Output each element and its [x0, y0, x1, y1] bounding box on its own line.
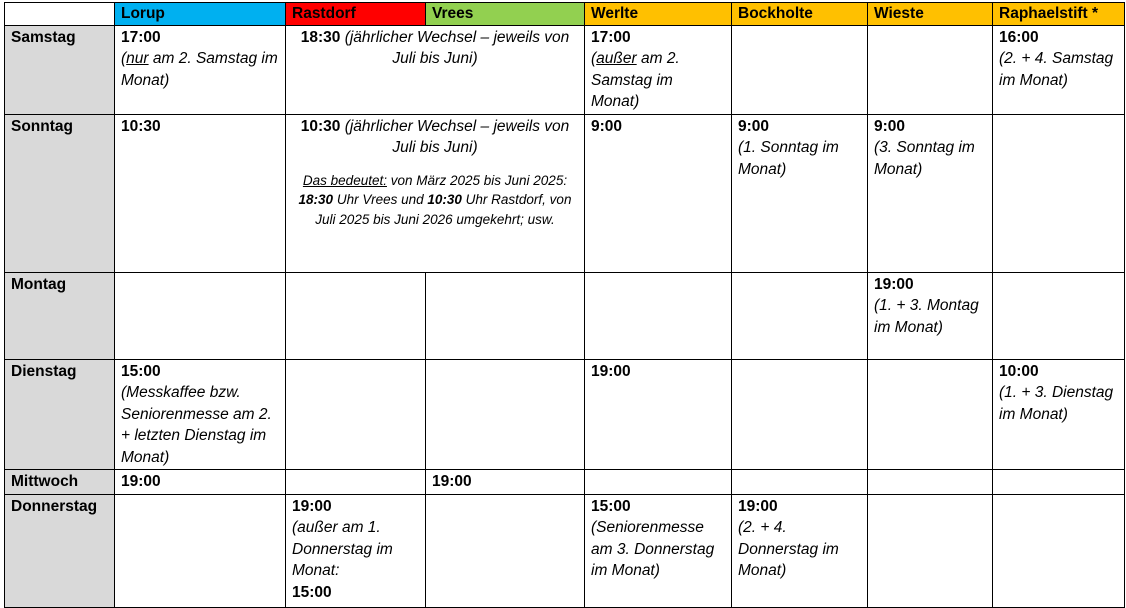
header-vrees: Vrees — [426, 3, 585, 26]
cell-wieste — [868, 359, 993, 470]
cell-raphaelstift — [993, 359, 1125, 470]
day-label: Mittwoch — [5, 470, 115, 495]
note-text: (jährlicher Wechsel – jeweils von Juli bis Juni) — [340, 117, 570, 156]
cell-rastdorf — [286, 470, 426, 495]
note-text: (3. Sonntag im Monat) — [874, 139, 975, 178]
row-montag — [5, 272, 1125, 359]
note-text: (Messkaffee bzw. Seniorenmesse am 2. + letzten Dienstag im Monat) — [121, 384, 272, 466]
header-raphaelstift: Raphaelstift * — [993, 3, 1125, 26]
note-text: (1. Sonntag im Monat) — [738, 139, 839, 178]
cell-vrees — [426, 359, 585, 470]
row-sonntag — [5, 114, 1125, 272]
cell-lorup — [115, 470, 286, 495]
day-label: Montag — [5, 272, 115, 359]
cell-lorup — [115, 494, 286, 607]
cell-werlte — [585, 25, 732, 114]
cell-raphaelstift — [993, 272, 1125, 359]
time-value: 19:00 — [292, 497, 332, 515]
header-row — [5, 3, 1125, 26]
cell-bockholte — [732, 114, 868, 272]
cell-rastdorf — [286, 272, 426, 359]
header-corner — [5, 3, 115, 26]
day-label: Dienstag — [5, 359, 115, 470]
cell-raphaelstift — [993, 470, 1125, 495]
cell-wieste — [868, 25, 993, 114]
time-value: 18:30 — [300, 28, 341, 46]
time-value: 17:00 — [591, 28, 631, 46]
row-mittwoch — [5, 470, 1125, 495]
cell-lorup — [115, 25, 286, 114]
cell-wieste — [868, 494, 993, 607]
cell-werlte — [585, 470, 732, 495]
time-value: 15:00 — [591, 497, 631, 515]
cell-raphaelstift — [993, 25, 1125, 114]
header-lorup: Lorup — [115, 3, 286, 26]
row-donnerstag — [5, 494, 1125, 607]
cell-rastdorf — [286, 494, 426, 607]
header-bockholte: Bockholte — [732, 3, 868, 26]
note-text: (jährlicher Wechsel – jeweils von Juli bis Juni) — [340, 28, 570, 67]
header-wieste: Wieste — [868, 3, 993, 26]
cell-bockholte — [732, 25, 868, 114]
note-text: (nur am 2. Samstag im Monat) — [121, 50, 278, 89]
time-value: 19:00 — [121, 473, 161, 490]
cell-werlte — [585, 272, 732, 359]
cell-lorup — [115, 272, 286, 359]
note-text: (außer am 2. Samstag im Monat) — [591, 50, 680, 110]
cell-lorup — [115, 359, 286, 470]
time-value: 17:00 — [121, 28, 161, 46]
cell-wieste — [868, 114, 993, 272]
time-value: 9:00 — [591, 117, 623, 135]
cell-werlte — [585, 359, 732, 470]
cell-rastdorf-vrees — [286, 114, 585, 272]
time-value: 9:00 — [738, 117, 770, 135]
note-text: (1. + 3. Montag im Monat) — [874, 297, 979, 336]
note-text: (2. + 4. Donnerstag im Monat) — [738, 519, 839, 579]
cell-wieste — [868, 272, 993, 359]
cell-werlte — [585, 114, 732, 272]
time-value: 19:00 — [591, 362, 631, 380]
note-text: (außer am 1. Donnerstag im Monat: — [292, 519, 393, 579]
time-value: 16:00 — [999, 28, 1039, 46]
note-text: (Seniorenmesse am 3. Donnerstag im Monat) — [591, 519, 715, 579]
time-value: 10:30 — [300, 117, 341, 135]
time-value-secondary: 15:00 — [292, 583, 332, 601]
time-value: 10:00 — [999, 362, 1039, 380]
time-value: 9:00 — [874, 117, 906, 135]
row-dienstag — [5, 359, 1125, 470]
cell-bockholte — [732, 494, 868, 607]
cell-rastdorf-vrees — [286, 25, 585, 114]
day-label: Sonntag — [5, 114, 115, 272]
cell-vrees — [426, 494, 585, 607]
time-value: 10:30 — [121, 117, 161, 135]
header-rastdorf: Rastdorf — [286, 3, 426, 26]
cell-werlte — [585, 494, 732, 607]
explanation-note: Das bedeutet: von März 2025 bis Juni 2025: 18:30 Uhr Vrees und 10:30 Uhr Rastdorf, von Juli 2025 bis Juni 2026 umgekehrt; usw. — [298, 172, 572, 227]
cell-bockholte — [732, 359, 868, 470]
note-text: (2. + 4. Samstag im Monat) — [999, 50, 1114, 89]
time-value: 19:00 — [738, 497, 778, 515]
cell-vrees — [426, 272, 585, 359]
cell-rastdorf — [286, 359, 426, 470]
day-label: Samstag — [5, 25, 115, 114]
cell-raphaelstift — [993, 114, 1125, 272]
cell-vrees — [426, 470, 585, 495]
time-value: 19:00 — [874, 275, 914, 293]
header-werlte: Werlte — [585, 3, 732, 26]
note-text: (1. + 3. Dienstag im Monat) — [999, 384, 1114, 423]
row-samstag — [5, 25, 1125, 114]
cell-bockholte — [732, 470, 868, 495]
cell-lorup — [115, 114, 286, 272]
time-value: 15:00 — [121, 362, 161, 380]
day-label: Donnerstag — [5, 494, 115, 607]
cell-bockholte — [732, 272, 868, 359]
cell-raphaelstift — [993, 494, 1125, 607]
time-value: 19:00 — [432, 473, 472, 490]
mass-schedule-table — [4, 2, 1125, 608]
cell-wieste — [868, 470, 993, 495]
